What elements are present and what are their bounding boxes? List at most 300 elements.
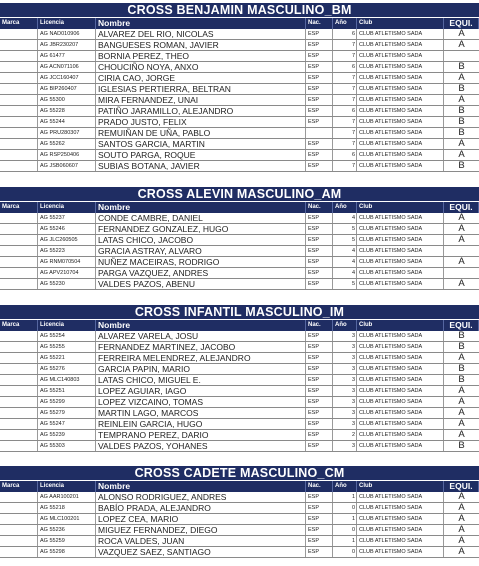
cell-anio: 3 [333, 364, 357, 374]
header-licencia: Licencia [38, 481, 96, 492]
cell-nombre: PRADO JUSTO, FELIX [96, 117, 306, 127]
cell-club: CLUB ATLETISMO SADA [357, 73, 444, 83]
table-row [0, 161, 479, 172]
cell-nombre: GRACIA ASTRAY, ALVARO [96, 246, 306, 256]
header-equi: EQUI. [444, 18, 479, 29]
cell-anio: 0 [333, 525, 357, 535]
cell-marca [0, 117, 38, 127]
cell-marca [0, 419, 38, 429]
cell-equi: A [458, 514, 465, 524]
cell-nac: ESP [306, 257, 333, 267]
cell-nac: ESP [306, 246, 333, 256]
cell-nac: ESP [306, 353, 333, 363]
cell-nombre: ALVAREZ VARELA, JOSU [96, 331, 306, 341]
cell-club: CLUB ATLETISMO SADA [357, 331, 444, 341]
section-title: CROSS CADETE MASCULINO_CM [0, 466, 479, 480]
cell-licencia: AG 55247 [38, 419, 96, 429]
cell-licencia: AG 55221 [38, 353, 96, 363]
cell-nac [306, 128, 333, 138]
header-equi: EQUI. [444, 202, 479, 213]
cell-club: CLUB ATLETISMO SADA [357, 246, 444, 256]
cell-nombre: REINLEIN GARCIA, HUGO [96, 419, 306, 429]
cell-club: CLUB ATLETISMO SADA [357, 106, 444, 116]
cell-nombre: MARTIN LAGO, MARCOS [96, 408, 306, 418]
table-row [0, 84, 479, 95]
table-header [0, 320, 479, 331]
table-row [0, 279, 479, 290]
cell-nombre: BANGUESES ROMAN, JAVIER [96, 40, 306, 50]
cell-nac: ESP [306, 503, 333, 513]
cell-nombre: GARCIA PAPIN, MARIO [96, 364, 306, 374]
cell-marca [0, 375, 38, 385]
table-row [0, 441, 479, 452]
cell-club: CLUB ATLETISMO SADA [357, 419, 444, 429]
cell-nombre: LOPEZ VIZCAINO, TOMAS [96, 397, 306, 407]
cell-licencia: AG 55300 [38, 95, 96, 105]
cell-club: CLUB ATLETISMO SADA [357, 408, 444, 418]
cell-anio: 5 [333, 279, 357, 289]
cell-nac: ESP [306, 386, 333, 396]
cell-marca [0, 84, 38, 94]
cell-anio: 7 [333, 73, 357, 83]
cell-licencia: AG 55237 [38, 213, 96, 223]
cell-club: CLUB ATLETISMO SADA [357, 213, 444, 223]
header-nac: Nac. [306, 18, 333, 29]
cell-anio: 3 [333, 397, 357, 407]
table-row [0, 139, 479, 150]
header-nombre: Nombre [96, 18, 306, 29]
cell-licencia: AG 55276 [38, 364, 96, 374]
table-row [0, 257, 479, 268]
cell-club: CLUB ATLETISMO SADA [357, 84, 444, 94]
cell-marca [0, 342, 38, 352]
cell-nombre: IGLESIAS PERTIERRA, BELTRAN [96, 84, 306, 94]
cell-nombre: LOPEZ CEA, MARIO [96, 514, 306, 524]
cell-nac: ESP [306, 95, 333, 105]
header-nac: Nac. [306, 202, 333, 213]
cell-nombre: FERNANDEZ MARTINEZ, JACOBO [96, 342, 306, 352]
cell-marca [0, 161, 38, 171]
cell-nombre: VALDES PAZOS, YOHANES [96, 441, 306, 451]
table-row [0, 29, 479, 40]
cell-nac: ESP [306, 73, 333, 83]
cell-licencia: AG BIP260407 [38, 84, 96, 94]
cell-club: CLUB ATLETISMO SADA [357, 441, 444, 451]
cell-anio: 3 [333, 386, 357, 396]
table-row [0, 503, 479, 514]
cell-anio: 7 [333, 128, 357, 138]
cell-anio: 3 [333, 331, 357, 341]
cell-club: CLUB ATLETISMO SADA [357, 430, 444, 440]
table-row [0, 150, 479, 161]
cell-equi: A [458, 386, 465, 396]
cell-marca [0, 128, 38, 138]
cell-licencia: AG 55279 [38, 408, 96, 418]
cell-licencia: AG PRU280307 [38, 128, 96, 138]
cell-nac: ESP [306, 106, 333, 116]
cell-nac: ESP [306, 525, 333, 535]
cell-anio: 4 [333, 268, 357, 278]
cell-nombre: LATAS CHICO, MIGUEL E. [96, 375, 306, 385]
cell-nombre: PARGA VAZQUEZ, ANDRES [96, 268, 306, 278]
cell-anio: 6 [333, 150, 357, 160]
cell-nac: ESP [306, 235, 333, 245]
cell-equi: B [458, 62, 465, 72]
cell-club: CLUB ATLETISMO SADA [357, 40, 444, 50]
table-header [0, 202, 479, 213]
cell-nombre: ALVAREZ DEL RIO, NICOLAS [96, 29, 306, 39]
cell-licencia: AG RSP250406 [38, 150, 96, 160]
cell-licencia: AG 61477 [38, 51, 96, 61]
cell-club: CLUB ATLETISMO SADA [357, 161, 444, 171]
cell-marca [0, 536, 38, 546]
cell-anio: 7 [333, 139, 357, 149]
cell-anio: 5 [333, 224, 357, 234]
cell-club: CLUB ATLETISMO SADA [357, 268, 444, 278]
cell-nombre: BABÍO PRADA, ALEJANDRO [96, 503, 306, 513]
cell-licencia: AG 55228 [38, 106, 96, 116]
cell-nac: ESP [306, 375, 333, 385]
cell-anio: 3 [333, 408, 357, 418]
header-marca: Marca [0, 18, 38, 29]
cell-anio: 3 [333, 419, 357, 429]
cell-licencia: AG 55244 [38, 117, 96, 127]
cell-nombre: CIRIA CAO, JORGE [96, 73, 306, 83]
cell-equi: A [458, 525, 465, 535]
header-licencia: Licencia [38, 320, 96, 331]
cell-anio: 4 [333, 246, 357, 256]
table-row [0, 106, 479, 117]
cell-nac: ESP [306, 419, 333, 429]
table-row [0, 235, 479, 246]
cell-licencia: AG JCC160407 [38, 73, 96, 83]
cell-nombre: CHOUCIÑO NOYA, ANXO [96, 62, 306, 72]
cell-nac: ESP [306, 139, 333, 149]
table-row [0, 213, 479, 224]
table-row [0, 525, 479, 536]
cell-marca [0, 525, 38, 535]
cell-anio: 6 [333, 29, 357, 39]
cell-equi: A [458, 279, 465, 289]
cell-nombre: NUÑEZ MACEIRAS, RODRIGO [96, 257, 306, 267]
cell-club: CLUB ATLETISMO SADA [357, 503, 444, 513]
cell-nac: ESP [306, 441, 333, 451]
table-row [0, 268, 479, 279]
table-row [0, 386, 479, 397]
cell-equi: B [458, 84, 465, 94]
cell-equi: B [458, 364, 465, 374]
cell-marca [0, 364, 38, 374]
cell-licencia: AG RNM070504 [38, 257, 96, 267]
cell-nac: ESP [306, 364, 333, 374]
cell-marca [0, 408, 38, 418]
cell-licencia: AG APV210704 [38, 268, 96, 278]
cell-marca [0, 397, 38, 407]
cell-equi: A [458, 29, 465, 39]
cell-equi [444, 51, 479, 61]
cell-club: CLUB ATLETISMO SADA [357, 375, 444, 385]
cell-equi: A [458, 547, 465, 557]
cell-marca [0, 51, 38, 61]
cell-nombre: ALONSO RODRIGUEZ, ANDRES [96, 492, 306, 502]
cell-licencia: AG JLC260505 [38, 235, 96, 245]
cell-club: CLUB ATLETISMO SADA [357, 29, 444, 39]
cell-nac: ESP [306, 408, 333, 418]
cell-equi: B [458, 128, 465, 138]
cell-anio: 2 [333, 430, 357, 440]
cell-club: CLUB ATLETISMO SADA [357, 353, 444, 363]
cell-equi: B [458, 441, 465, 451]
table-row [0, 117, 479, 128]
cell-nombre: PATIÑO JARAMILLO, ALEJANDRO [96, 106, 306, 116]
table-row [0, 375, 479, 386]
cell-equi: B [458, 375, 465, 385]
cell-club: CLUB ATLETISMO SADA [357, 224, 444, 234]
table-row [0, 364, 479, 375]
cell-marca [0, 492, 38, 502]
cell-club: CLUB ATLETISMO SADA [357, 117, 444, 127]
cell-nombre: MIRA FERNANDEZ, UNAI [96, 95, 306, 105]
cell-club: CLUB ATLETISMO SADA [357, 386, 444, 396]
cell-licencia: AG 55246 [38, 224, 96, 234]
table-row [0, 331, 479, 342]
cell-nac: ESP [306, 161, 333, 171]
cell-nac: ESP [306, 268, 333, 278]
table-row [0, 353, 479, 364]
cell-anio: 6 [333, 62, 357, 72]
cell-licencia: AG 55255 [38, 342, 96, 352]
cell-licencia: AG 55223 [38, 246, 96, 256]
cell-anio: 3 [333, 342, 357, 352]
cell-anio: 0 [333, 547, 357, 557]
cell-equi: A [458, 408, 465, 418]
cell-anio: 7 [333, 40, 357, 50]
cell-marca [0, 547, 38, 557]
cell-nac: ESP [306, 514, 333, 524]
cell-nac: ESP [306, 492, 333, 502]
cell-nombre: SUBIAS BOTANA, JAVIER [96, 161, 306, 171]
table-row [0, 492, 479, 503]
cell-licencia: AG 55236 [38, 525, 96, 535]
cell-club: CLUB ATLETISMO SADA [357, 514, 444, 524]
cell-equi: B [458, 331, 465, 341]
cell-club: CLUB ATLETISMO SADA [357, 150, 444, 160]
section-title: CROSS INFANTIL MASCULINO_IM [0, 305, 479, 319]
cell-equi [444, 246, 479, 256]
header-marca: Marca [0, 202, 38, 213]
cell-equi: A [458, 353, 465, 363]
header-equi: EQUI. [444, 320, 479, 331]
cell-marca [0, 62, 38, 72]
cell-club: CLUB ATLETISMO SADA [357, 128, 444, 138]
cell-equi: B [458, 161, 465, 171]
table-row [0, 62, 479, 73]
cell-anio: 1 [333, 492, 357, 502]
cell-nombre: SANTOS GARCIA, MARTIN [96, 139, 306, 149]
cell-equi: A [458, 430, 465, 440]
cell-club: CLUB ATLETISMO SADA [357, 279, 444, 289]
header-anio: Año [333, 202, 357, 213]
cell-nac: ESP [306, 40, 333, 50]
cell-club: CLUB ATLETISMO SADA [357, 95, 444, 105]
table-header [0, 481, 479, 492]
cell-equi: A [458, 40, 465, 50]
table-row [0, 419, 479, 430]
cell-nombre: LOPEZ AGUIAR, IAGO [96, 386, 306, 396]
cell-marca [0, 257, 38, 267]
cell-licencia: AG JBR230207 [38, 40, 96, 50]
cell-nac: ESP [306, 224, 333, 234]
cell-equi: A [458, 492, 465, 502]
cell-nombre: VALDES PAZOS, ABENU [96, 279, 306, 289]
cell-nombre: LATAS CHICO, JACOBO [96, 235, 306, 245]
cell-marca [0, 224, 38, 234]
cell-anio: 3 [333, 441, 357, 451]
cell-licencia: AG 55303 [38, 441, 96, 451]
cell-club: CLUB ATLETISMO SADA [357, 492, 444, 502]
cell-club: CLUB ATLETISMO SADA [357, 257, 444, 267]
cell-anio: 1 [333, 514, 357, 524]
cell-anio: 6 [333, 106, 357, 116]
header-nac: Nac. [306, 481, 333, 492]
table-row [0, 342, 479, 353]
cell-licencia: AG MLC140803 [38, 375, 96, 385]
cell-licencia: AG JSB060607 [38, 161, 96, 171]
cell-marca [0, 246, 38, 256]
cell-licencia: AG NAD010906 [38, 29, 96, 39]
cell-club: CLUB ATLETISMO SADA [357, 364, 444, 374]
header-anio: Año [333, 481, 357, 492]
cell-marca [0, 213, 38, 223]
cell-equi: A [458, 536, 465, 546]
cell-club: CLUB ATLETISMO SADA [357, 547, 444, 557]
cell-nac: ESP [306, 547, 333, 557]
header-anio: Año [333, 18, 357, 29]
header-club: Club [357, 481, 444, 492]
cell-marca [0, 73, 38, 83]
cell-marca [0, 353, 38, 363]
cell-nombre: MIGUEZ FERNANDEZ, DIEGO [96, 525, 306, 535]
cell-nac: ESP [306, 29, 333, 39]
cell-anio: 3 [333, 375, 357, 385]
cell-nombre: REMUIÑAN DE UÑA, PABLO [96, 128, 306, 138]
cell-equi: A [458, 95, 465, 105]
cell-equi: B [458, 117, 465, 127]
cell-club: CLUB ATLETISMO SADA [357, 51, 444, 61]
table-row [0, 514, 479, 525]
table-row [0, 430, 479, 441]
cell-club: CLUB ATLETISMO SADA [357, 536, 444, 546]
cell-nac: ESP [306, 84, 333, 94]
cell-anio: 5 [333, 235, 357, 245]
cell-nac: ESP [306, 279, 333, 289]
cell-anio: 7 [333, 84, 357, 94]
cell-equi: A [458, 139, 465, 149]
table-row [0, 224, 479, 235]
table-row [0, 51, 479, 62]
cell-marca [0, 150, 38, 160]
cell-marca [0, 441, 38, 451]
cell-nac: ESP [306, 51, 333, 61]
header-licencia: Licencia [38, 18, 96, 29]
cell-anio: 7 [333, 161, 357, 171]
cell-nombre: ROCA VALDES, JUAN [96, 536, 306, 546]
cell-licencia: AG 55218 [38, 503, 96, 513]
cell-nac: ESP [306, 213, 333, 223]
cell-licencia: AG 55262 [38, 139, 96, 149]
cell-marca [0, 40, 38, 50]
cell-anio: 7 [333, 51, 357, 61]
header-anio: Año [333, 320, 357, 331]
table-row [0, 547, 479, 558]
cell-anio: 4 [333, 213, 357, 223]
table-row [0, 40, 479, 51]
cell-equi [444, 268, 479, 278]
cell-anio: 7 [333, 95, 357, 105]
cell-anio: 7 [333, 117, 357, 127]
cell-equi: A [458, 73, 465, 83]
header-nac: Nac. [306, 320, 333, 331]
table-row [0, 408, 479, 419]
cell-nac: ESP [306, 430, 333, 440]
cell-club: CLUB ATLETISMO SADA [357, 525, 444, 535]
header-nombre: Nombre [96, 202, 306, 213]
cell-club: CLUB ATLETISMO SADA [357, 397, 444, 407]
cell-equi: A [458, 397, 465, 407]
cell-nac: ESP [306, 536, 333, 546]
cell-equi: B [458, 342, 465, 352]
table-row [0, 128, 479, 139]
table-header [0, 18, 479, 29]
cell-nac: ESP [306, 150, 333, 160]
table-row [0, 536, 479, 547]
cell-marca [0, 331, 38, 341]
cell-nombre: TEMPRANO PEREZ, DARIO [96, 430, 306, 440]
cell-equi: A [458, 257, 465, 267]
cell-equi: B [458, 106, 465, 116]
header-equi: EQUI. [444, 481, 479, 492]
cell-nac: ESP [306, 342, 333, 352]
cell-marca [0, 430, 38, 440]
cell-club: CLUB ATLETISMO SADA [357, 139, 444, 149]
cell-club: CLUB ATLETISMO SADA [357, 235, 444, 245]
cell-licencia: AG 55254 [38, 331, 96, 341]
table-row [0, 73, 479, 84]
table-row [0, 246, 479, 257]
cell-nac: ESP [306, 117, 333, 127]
cell-nac: ESP [306, 62, 333, 72]
cell-nombre: FERNANDEZ GONZALEZ, HUGO [96, 224, 306, 234]
cell-equi: A [458, 213, 465, 223]
cell-marca [0, 386, 38, 396]
cell-marca [0, 139, 38, 149]
cell-marca [0, 29, 38, 39]
cell-licencia: AG 55230 [38, 279, 96, 289]
header-marca: Marca [0, 481, 38, 492]
header-club: Club [357, 18, 444, 29]
cell-licencia: AG AAR100201 [38, 492, 96, 502]
cell-nac: ESP [306, 331, 333, 341]
cell-marca [0, 235, 38, 245]
cell-nombre: SOUTO PARGA, ROQUE [96, 150, 306, 160]
header-nombre: Nombre [96, 481, 306, 492]
section-title: CROSS ALEVIN MASCULINO_AM [0, 187, 479, 201]
cell-nombre: VAZQUEZ SAEZ, SANTIAGO [96, 547, 306, 557]
cell-marca [0, 106, 38, 116]
cell-equi: A [458, 150, 465, 160]
cell-nombre: FERREIRA MELENDREZ, ALEJANDRO [96, 353, 306, 363]
cell-licencia: AG 55251 [38, 386, 96, 396]
